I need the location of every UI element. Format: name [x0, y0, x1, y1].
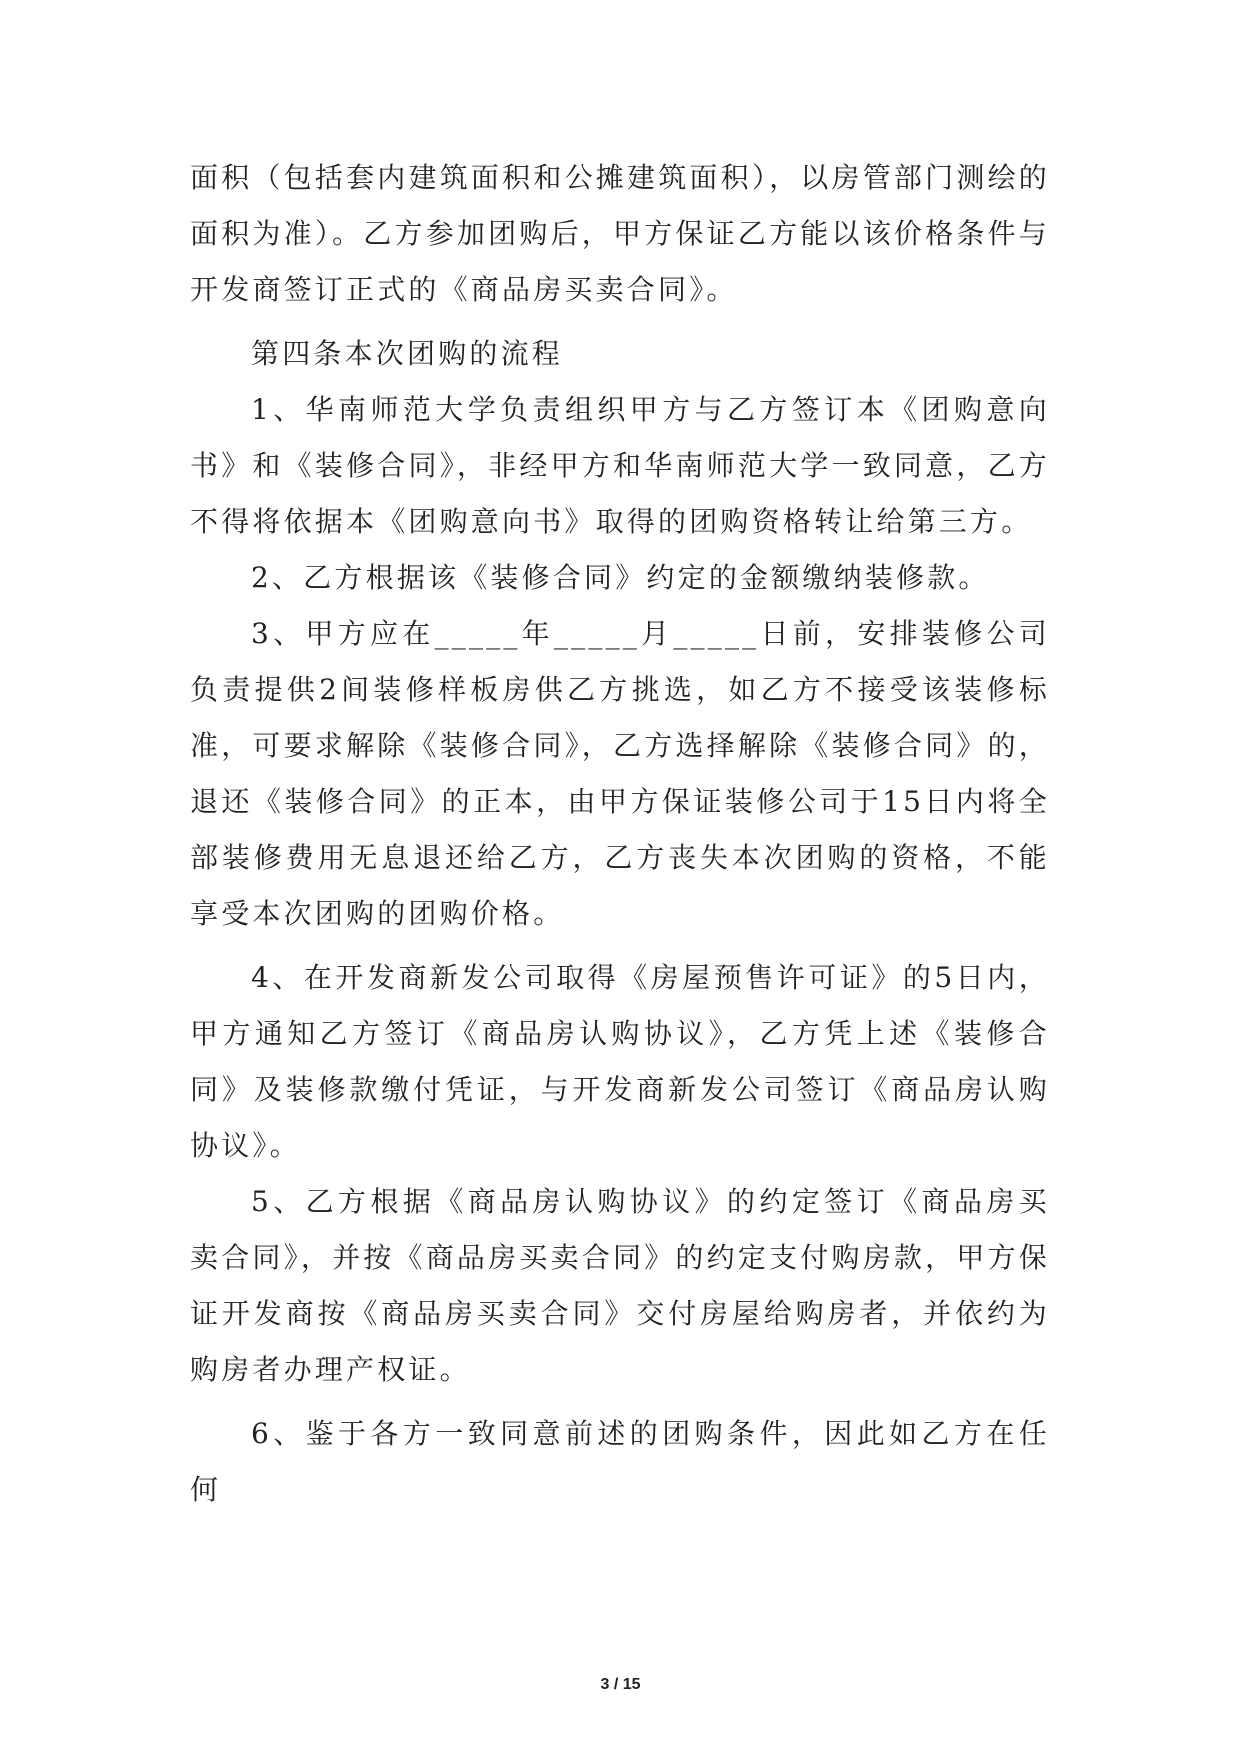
paragraph-item-6: 6、鉴于各方一致同意前述的团购条件，因此如乙方在任何: [190, 1417, 1050, 1506]
paragraph-continuation: 面积（包括套内建筑面积和公摊建筑面积），以房管部门测绘的面积为准）。乙方参加团购后，甲方保证乙方能以该价格条件与开发商签订正式的《商品房买卖合同》。: [190, 161, 1050, 306]
page-number: 3 / 15: [600, 1676, 641, 1693]
paragraph-item-1: 1、华南师范大学负责组织甲方与乙方签订本《团购意向书》和《装修合同》，非经甲方和华南师范大学一致同意，乙方不得将依据本《团购意向书》取得的团购资格转让给第三方。: [190, 393, 1050, 538]
paragraph-item-4: 4、在开发商新发公司取得《房屋预售许可证》的5日内，甲方通知乙方签订《商品房认购协议》，乙方凭上述《装修合同》及装修款缴付凭证，与开发商新发公司签订《商品房认购协议》。: [190, 961, 1050, 1162]
paragraph-item-3: 3、甲方应在_____年_____月_____日前，安排装修公司负责提供2间装修样板房供乙方挑选，如乙方不接受该装修标准，可要求解除《装修合同》，乙方选择解除《装修合同》的，退还《装修合同》的正本，由甲方保证装修公司于15日内将全部装修费用无息退还给乙方，乙方丧失本次团购的资格，不能享受本次团购的团购价格。: [190, 617, 1050, 930]
paragraph-item-5: 5、乙方根据《商品房认购协议》的约定签订《商品房买卖合同》，并按《商品房买卖合同》的约定支付购房款，甲方保证开发商按《商品房买卖合同》交付房屋给购房者，并依约为购房者办理产权证。: [190, 1185, 1050, 1386]
document-body: [190, 150, 1050, 1518]
paragraph-item-2: 2、乙方根据该《装修合同》约定的金额缴纳装修款。: [251, 561, 990, 594]
article-heading: 第四条本次团购的流程: [251, 337, 564, 370]
